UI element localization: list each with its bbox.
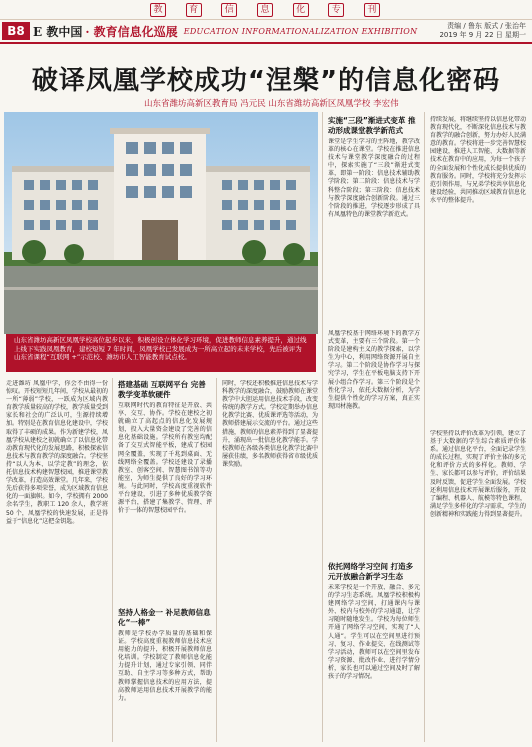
body-column-4c: 未来学校是一个开放、融合、多元的学习生态系统。凤凰学校积极构建网络学习空间，打通课内与课外、校内与校外的学习通道，让学习随时随地发生。学校为每位师生开通了网络学习空间，实现了“人人通”。学生可以在空间里进行预习、复习、作业提交、在线测试等学习活动，教师可以在空间里发布学习资源、批改作业、进行学情分析，家长也可以通过空间及时了解孩子的学习情况。 — [328, 584, 420, 681]
slogan-char: 刊 — [364, 3, 380, 17]
body-column-4: 课堂是学生学习的主阵地，教学改革的核心在课堂。学校在推进信息技术与课堂教学深度融合的过程中，探索实施了“三段”渐进式变革，即第一阶段：信息技术辅助教学阶段；第二阶段：信息技术与学科整合阶段；第三阶段：信息技术与教学深度融合创新阶段。通过三个阶段的推进，学校逐步形成了具有凤凰特色的课堂教学新范式。 — [328, 138, 420, 218]
issue-meta — [439, 22, 526, 40]
body-column-2b: 教师是学校办学质量的基础和保证。学校高度重视教师信息技术应用能力的提升，积极开展教师信息化培训。学校制定了教师信息化能力提升计划，通过专家引领、同伴互助、自主学习等多种方式，帮助教师掌握信息技术的应用方法，提高教师运用信息技术开展教学的能力。 — [118, 630, 212, 702]
header-rule — [0, 42, 532, 44]
photo-caption: 山东省潍坊高新区凤凰学校高位起步以来，积极创设立体化学习环境，促进教师信息素养提升，通过线上线下实践凤凰教育，建校短短 7 年时间，凤凰学校已发展成为一所高立起的未来学校，先后被评为山东省课程“互联网 +”示范校、潍坊市人工智能教育试点校。 — [6, 334, 316, 372]
body-column-5: 持续发展，将继续坚持以信息化带动教育现代化，不断深化信息技术与教育教学的融合创新，努力办好人民满意的教育。学校将进一步完善智慧校园建设，推进人工智能、大数据等新技术在教育中的应用，为每一个孩子的全面发展和个性化成长提供优质的教育服务。同时，学校将充分发挥示范引领作用，与兄弟学校共享信息化建设经验，共同推动区域教育信息化水平的整体提升。 — [430, 116, 526, 204]
edition-name: E 教中国 — [33, 24, 83, 39]
slogan-char: 化 — [293, 3, 309, 17]
body-column-2: 互联网时代的教育特征是开放、共享、交互、协作。学校在建校之初就确立了高起点的信息化发展规划，投入大量资金建设了完善的信息化基础设施。学校所有教室均配备了交互式智能平板，建成了校园网全覆盖，实现了千兆到桌面、无线网络全覆盖。学校还建设了录播教室、创客空间、智慧图书馆等功能室，为师生提供了良好的学习环境。与此同时，学校高度重视软件平台建设，引进了多种优质教学资源平台，搭建了集教学、管理、评价于一体的智慧校园平台。 — [118, 402, 212, 515]
body-column-5b: 学校坚持以评价改革为引领，建立了基于大数据的学生综合素质评价体系。通过信息化平台，全面记录学生的成长过程，实现了评价主体的多元化和评价方式的多样化。教师、学生、家长都可以参与评价，评价结果及时反馈，促进学生全面发展。学校还利用信息技术开展课后服务，开设了编程、机器人、航模等特色课程，满足学生多样化的学习需求，学生的创新精神和实践能力得到显著提升。 — [430, 430, 526, 518]
school-building-image — [4, 112, 318, 334]
column-name-en: EDUCATION INFORMATIONALIZATION EXHIBITION — [183, 26, 418, 36]
body-column-4b: 凤凰学校基于网络环境下的教学方式变革，主要有三个阶段。第一个阶段是建构主义的教学探索，以学生为中心，利用网络资源开展自主学习。第二个阶段是协作学习与探究学习，学生在平板电脑支持下开展小组合作学习。第三个阶段是个性化学习，依托大数据分析，为学生提供个性化的学习方案，真正实现因材施教。 — [328, 330, 420, 410]
section-heading-1: 搭建基础 互联网平台 完善教学变革软硬件 — [118, 380, 206, 399]
school-photo — [4, 112, 318, 334]
slogan-char: 专 — [328, 3, 344, 17]
slogan-char: 教 — [150, 3, 166, 17]
column-divider — [216, 378, 217, 742]
article-authors: 山东省潍坊高新区教育局 冯元民 山东省潍坊高新区凤凰学校 李宏伟 — [144, 99, 399, 109]
page-number: B8 — [2, 22, 30, 40]
section-heading-4: 依托网络学习空间 打造多元开放融合新学习生态 — [328, 562, 414, 581]
column-divider — [322, 112, 323, 742]
section-heading-3: 实施“三段”渐进式变革 推动形成课堂教学新范式 — [328, 116, 416, 135]
slogan-char: 息 — [257, 3, 273, 17]
body-column-1: 走进潍坊 凤凰中学，你会不由得一份惊叹。开校短短几年间，学校从最初的一所“薄弱”学校，一跃成为区域内教育教学质量较高的学校，教学质量受到家长和社会的广泛认可，生源持续增加。特别是在教育信息化建设中，学校取得了丰硕的成果。作为新建学校，凤凰学校从建校之初就确立了以信息化带动教育现代化的发展思路，积极探索信息技术与教育教学的深度融合。学校坚持“以人为本、以学定教”的理念，依托信息技术构建智慧校园，推进课堂教学改革，打造高效课堂。几年来，学校先后获得多项荣誉，成为区域教育信息化的一面旗帜。如今，学校拥有 2000 余名学生，教职工 120 余人，教学班 50 个，凤凰学校的快速发展，正是得益于“信息化”这把金钥匙。 — [6, 380, 108, 525]
body-column-3: 同时，学校还积极推进信息技术与学科教学的深度融合，鼓励教师在课堂教学中大胆运用信息技术手段，改变传统的教学方式。学校定期举办信息化教学比赛、优质课评选等活动，为教师搭建展示交流的平台。通过这些措施，教师的信息素养得到了显著提升，涌现出一批信息化教学能手。学校教师在各级各类信息化教学比赛中屡获佳绩，多名教师获得省市级优质课奖励。 — [222, 380, 318, 468]
date-line: 2019 年 9 月 22 日 星期一 — [439, 31, 526, 39]
column-name: · 教育信息化巡展 — [85, 24, 178, 39]
editor-line: 责编 / 鲁东 版式 / 张治年 — [447, 22, 526, 30]
article-title: 破译凤凰学校成功“涅槃”的信息化密码 — [31, 66, 501, 96]
slogan-char: 信 — [221, 3, 237, 17]
slogan-char: 育 — [186, 3, 202, 17]
column-divider — [424, 112, 425, 742]
section-heading-2: 坚持人格金一 补足教师信息化“一棒” — [118, 608, 211, 627]
slogan — [150, 3, 380, 17]
masthead-slogan-bar — [0, 0, 532, 20]
column-divider — [112, 378, 113, 742]
